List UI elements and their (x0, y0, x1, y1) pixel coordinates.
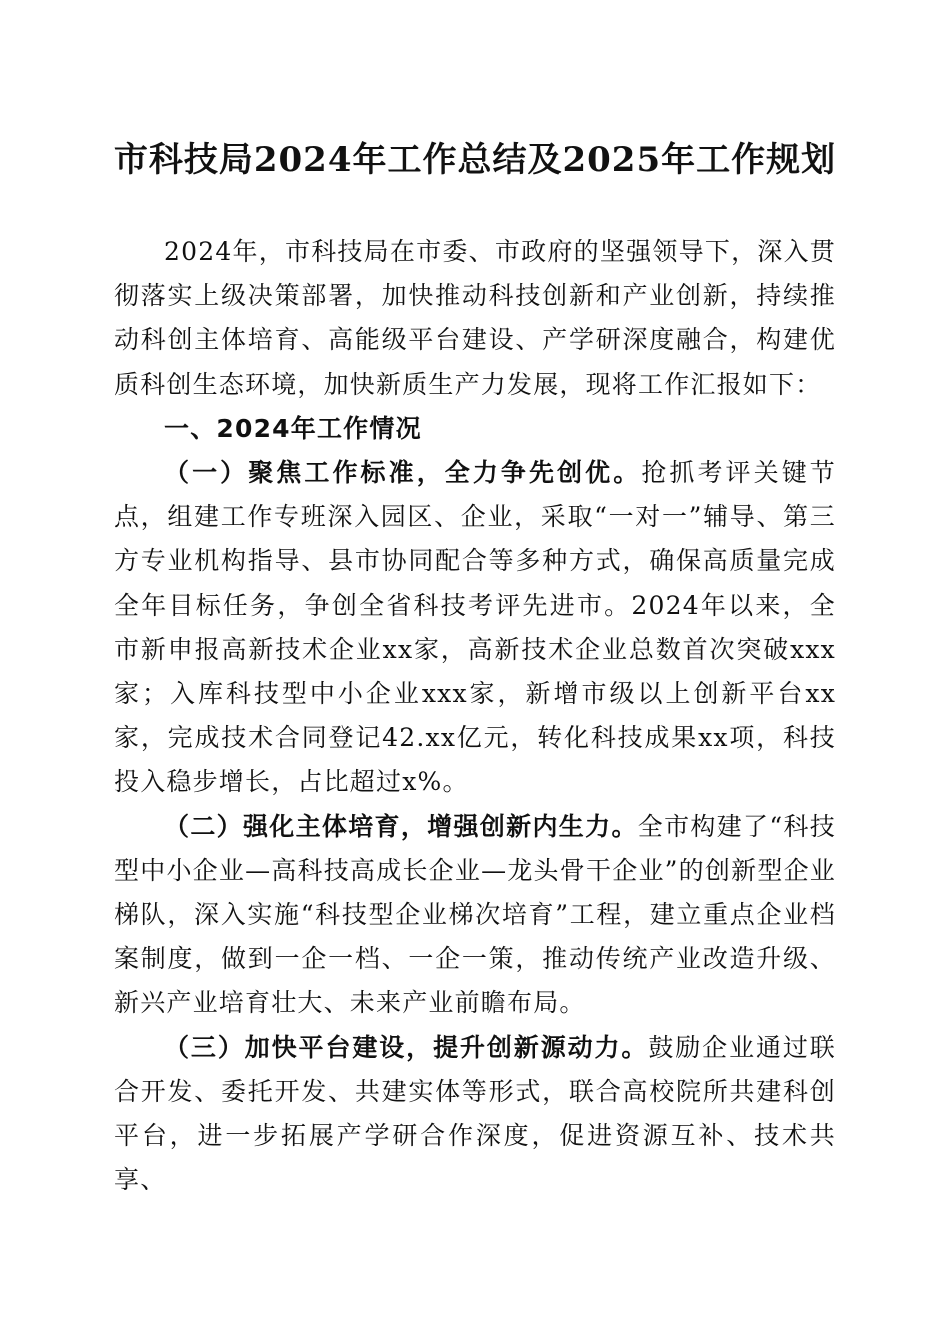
item-3-lead: （三）加快平台建设，提升创新源动力。 (164, 1032, 649, 1062)
intro-paragraph: 2024年，市科技局在市委、市政府的坚强领导下，深入贯彻落实上级决策部署，加快推动科技创新和产业创新，持续推动科创主体培育、高能级平台建设、产学研深度融合，构建优质科创生态环境，加快新质生产力发展，现将工作汇报如下： (114, 237, 836, 399)
item-1-text: 抢抓考评关键节点，组建工作专班深入园区、企业，采取“一对一”辅导、第三方专业机构指导、县市协同配合等多种方式，确保高质量完成全年目标任务，争创全省科技考评先进市。2024年以来，全市新申报高新技术企业xx家，高新技术企业总数首次突破xxx家；入库科技型中小企业xxx家，新增市级以上创新平台xx家，完成技术合同登记42.xx亿元，转化科技成果xx项，科技投入稳步增长，占比超过x%。 (114, 458, 836, 797)
item-1-lead: （一）聚焦工作标准，全力争先创优。 (164, 458, 642, 488)
item-3-text: 鼓励企业通过联合开发、委托开发、共建实体等形式，联合高校院所共建科创平台，进一步拓展产学研合作深度，促进资源互补、技术共享、 (114, 1032, 836, 1195)
document-body (114, 230, 836, 1202)
document-title: 市科技局2024年工作总结及2025年工作规划 (113, 140, 837, 180)
section-heading-1: 一、2024年工作情况 (164, 413, 422, 443)
paragraph-item-3 (114, 1026, 836, 1203)
item-2-text: 全市构建了“科技型中小企业—高科技高成长企业—龙头骨干企业”的创新型企业梯队，深入实施“科技型企业梯次培育”工程，建立重点企业档案制度，做到一企一档、一企一策，推动传统产业改造升级、新兴产业培育壮大、未来产业前瞻布局。 (114, 811, 836, 1018)
paragraph-item-1 (114, 451, 836, 805)
paragraph-item-2 (114, 805, 836, 1026)
item-2-lead: （二）强化主体培育，增强创新内生力。 (164, 811, 638, 841)
